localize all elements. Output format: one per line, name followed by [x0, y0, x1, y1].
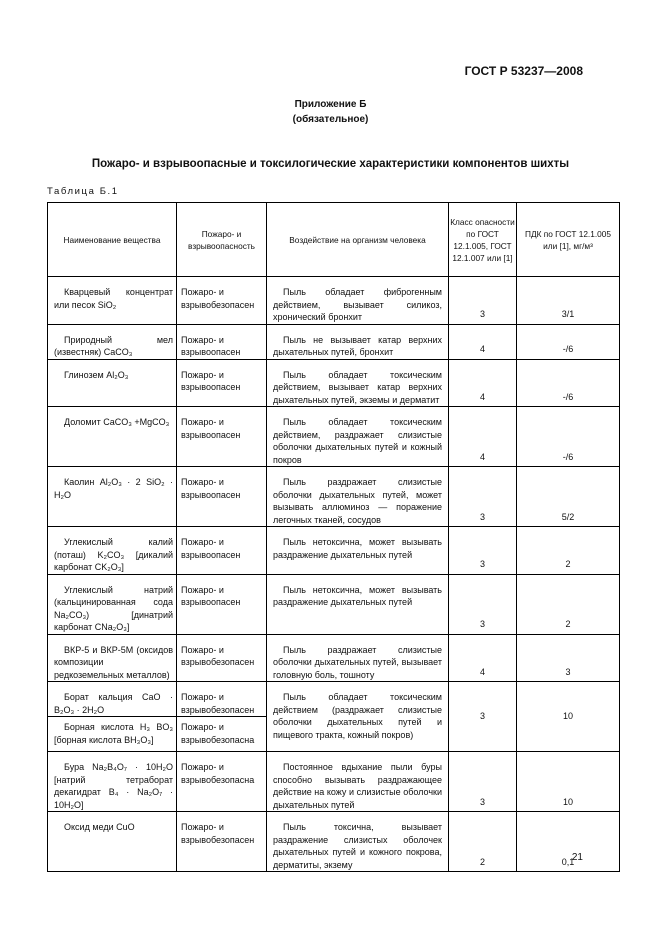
cell-class: 4: [449, 407, 517, 467]
cell-class: 4: [449, 634, 517, 682]
cell-hazard: Пожаро- и взрывобезопасна: [177, 752, 267, 812]
document-code: ГОСТ Р 53237—2008: [464, 64, 583, 78]
cell-class: 3: [449, 574, 517, 634]
table-header-row: [48, 203, 620, 277]
cell-class: 4: [449, 359, 517, 407]
cell-pdk: -/6: [517, 407, 620, 467]
column-header-name: Наименование вещества: [48, 203, 177, 277]
cell-effect: Пыль не вызывает катар верхних дыхательных путей, бронхит: [267, 324, 449, 359]
table-row: [48, 634, 620, 682]
table-row: [48, 407, 620, 467]
table-row: [48, 812, 620, 872]
column-header-class: Класс опасности по ГОСТ 12.1.005, ГОСТ 12.1.007 или [1]: [449, 203, 517, 277]
cell-pdk: 10: [517, 752, 620, 812]
cell-effect: Постоянное вдыхание пыли буры способно вызывать раздражающее действие на кожу и слизистые оболочки дыхательных путей: [267, 752, 449, 812]
column-header-hazard: Пожаро- и взрывоопасность: [177, 203, 267, 277]
cell-hazard: Пожаро- и взрывоопасен: [177, 324, 267, 359]
cell-name: Природный мел (известняк) CaCO₃: [48, 324, 177, 359]
table-row: [48, 359, 620, 407]
column-header-pdk: ПДК по ГОСТ 12.1.005 или [1], мг/м³: [517, 203, 620, 277]
cell-pdk: 0,1: [517, 812, 620, 872]
cell-effect: Пыль нетоксична, может вызывать раздражение дыхательных путей: [267, 574, 449, 634]
cell-name: Кварцевый концентрат или песок SiO₂: [48, 277, 177, 325]
cell-name: ВКР-5 и ВКР-5М (оксидов композиции редкоземельных металлов): [48, 634, 177, 682]
cell-name: Глинозем Al₂O₃: [48, 359, 177, 407]
cell-hazard: Пожаро- и взрывобезопасен: [177, 812, 267, 872]
page-number: 21: [571, 852, 583, 863]
table-row: [48, 324, 620, 359]
cell-effect: Пыль нетоксична, может вызывать раздражение дыхательных путей: [267, 527, 449, 575]
cell-pdk: 5/2: [517, 467, 620, 527]
cell-name: Борат кальция CaO · B₂O₃ · 2H₂O: [48, 682, 177, 717]
table-row: [48, 277, 620, 325]
cell-hazard: Пожаро- и взрывобезопасна: [177, 717, 267, 752]
appendix-subtitle: (обязательное): [292, 114, 369, 125]
cell-pdk: -/6: [517, 324, 620, 359]
cell-hazard: Пожаро- и взрывоопасен: [177, 467, 267, 527]
cell-class: 2: [449, 812, 517, 872]
column-header-effect: Воздействие на организм человека: [267, 203, 449, 277]
cell-pdk: -/6: [517, 359, 620, 407]
table-row: [48, 467, 620, 527]
table-row: [48, 682, 620, 717]
cell-class: 3: [449, 277, 517, 325]
cell-hazard: Пожаро- и взрывобезопасен: [177, 682, 267, 717]
cell-name: Бура Na₂B₄O₇ · 10H₂O [натрий тетраборат декагидрат B₄ · Na₂O₇ · 10H₂O]: [48, 752, 177, 812]
cell-pdk: 10: [517, 682, 620, 752]
table-row: [48, 527, 620, 575]
cell-name: Каолин Al₂O₃ · 2 SiO₂ · H₂O: [48, 467, 177, 527]
cell-name: Доломит CaCO₃ +MgCO₃: [48, 407, 177, 467]
cell-effect: Пыль раздражает слизистые оболочки дыхательных путей, может вызывать аллюминоз — поражение легочных тканей, сосудов: [267, 467, 449, 527]
cell-effect: Пыль раздражает слизистые оболочки дыхательных путей, вызывает головную боль, тошноту: [267, 634, 449, 682]
table-row: [48, 752, 620, 812]
cell-class: 3: [449, 467, 517, 527]
cell-effect: Пыль токсична, вызывает раздражение слизистых оболочек дыхательных путей и кожного покрова, дерматиты, экзему: [267, 812, 449, 872]
cell-effect: Пыль обладает фиброгенным действием, вызывает силикоз, хронический бронхит: [267, 277, 449, 325]
cell-class: 3: [449, 527, 517, 575]
cell-name: Оксид меди CuO: [48, 812, 177, 872]
cell-effect: Пыль обладает токсическим действием (раздражает слизистые оболочки дыхательных путей и пищевого тракта, кожный покров): [267, 682, 449, 752]
cell-name: Борная кислота H₃ BO₃ [борная кислота BH₃O₃]: [48, 717, 177, 752]
table-caption: Таблица Б.1: [47, 186, 119, 197]
cell-effect: Пыль обладает токсическим действием, раздражает слизистые оболочки дыхательных путей и кожный покров: [267, 407, 449, 467]
cell-pdk: 3: [517, 634, 620, 682]
cell-hazard: Пожаро- и взрывобезопасен: [177, 277, 267, 325]
cell-name: Углекислый натрий (кальцинированная сода Na₂CO₃) [динатрий карбонат CNa₂O₃]: [48, 574, 177, 634]
cell-hazard: Пожаро- и взрывоопасен: [177, 574, 267, 634]
cell-name: Углекислый калий (поташ) K₂CO₃ [дикалий карбонат CK₂O₃]: [48, 527, 177, 575]
appendix-title: Приложение Б: [294, 99, 367, 110]
cell-hazard: Пожаро- и взрывобезопасен: [177, 634, 267, 682]
cell-effect: Пыль обладает токсическим действием, вызывает катар верхних дыхательных путей, экземы и дерматит: [267, 359, 449, 407]
cell-hazard: Пожаро- и взрывоопасен: [177, 527, 267, 575]
main-title: Пожаро- и взрывоопасные и токсилогические характеристики компонентов шихты: [91, 158, 570, 170]
cell-pdk: 3/1: [517, 277, 620, 325]
cell-hazard: Пожаро- и взрывоопасен: [177, 359, 267, 407]
cell-pdk: 2: [517, 574, 620, 634]
cell-class: 4: [449, 324, 517, 359]
table-row: [48, 574, 620, 634]
appendix-heading: [0, 97, 661, 127]
cell-pdk: 2: [517, 527, 620, 575]
components-table: [47, 202, 620, 872]
cell-class: 3: [449, 752, 517, 812]
cell-class: 3: [449, 682, 517, 752]
cell-hazard: Пожаро- и взрывоопасен: [177, 407, 267, 467]
